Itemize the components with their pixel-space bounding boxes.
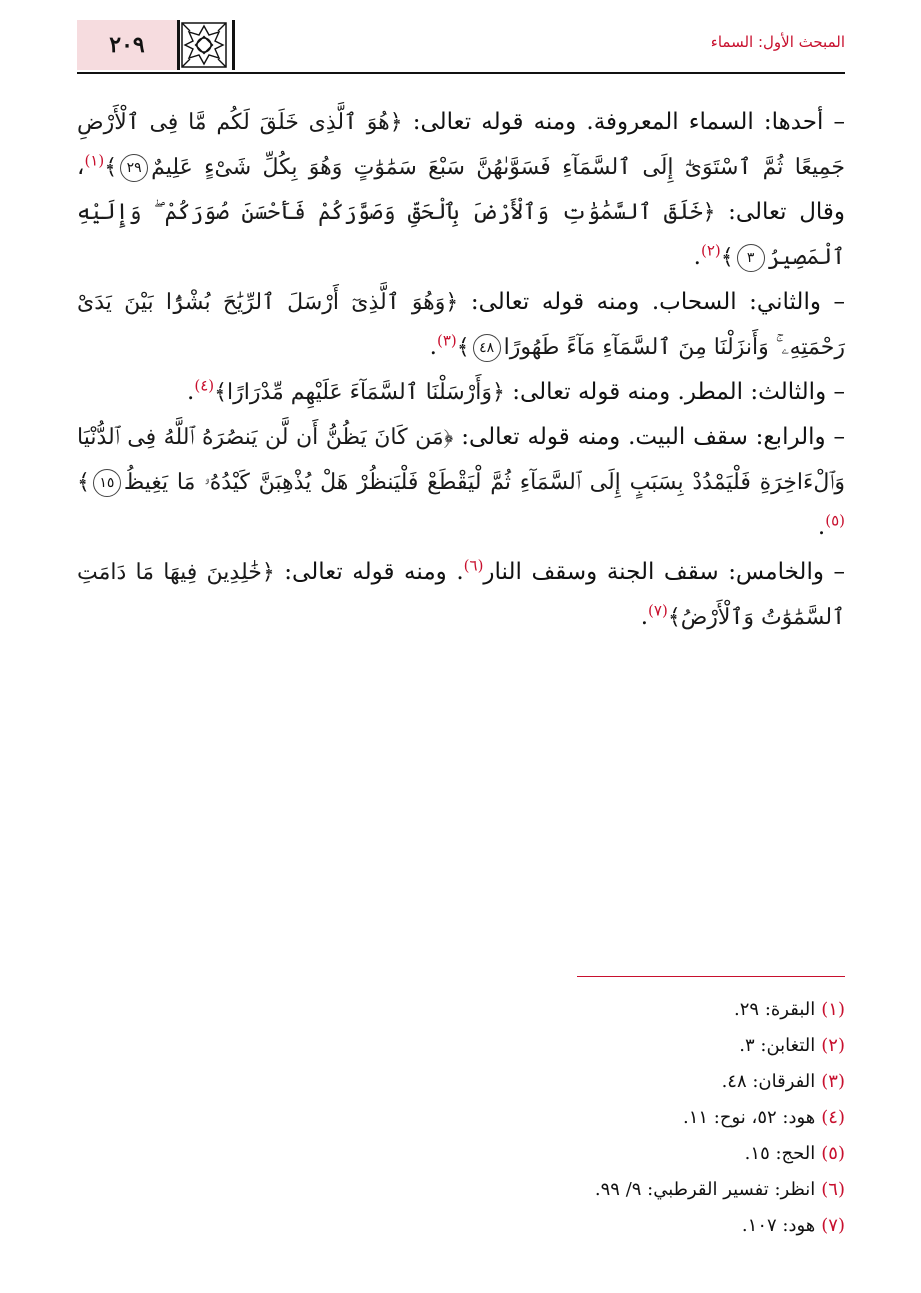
quran-verse: خَٰلِدِينَ فِيهَا مَا دَامَتِ ٱلسَّمَٰوَٰتُ وَٱلْأَرْضُ xyxy=(77,560,845,630)
footnote-text: هود: ٥٢، نوح: ١١. xyxy=(683,1107,816,1128)
quran-verse: وَأَرْسَلْنَا ٱلسَّمَآءَ عَلَيْهِم مِّدْرَارًا xyxy=(227,380,493,405)
body-text: ، وقال تعالى: xyxy=(77,154,846,225)
body-text: . xyxy=(693,244,701,270)
paragraph xyxy=(77,100,845,280)
page-number: ٢٠٩ xyxy=(109,32,145,58)
footnote-number: (٥) xyxy=(821,1143,845,1164)
paragraph xyxy=(77,370,845,415)
body-text: . xyxy=(429,334,437,360)
footnote-text: الفرقان: ٤٨. xyxy=(721,1071,816,1092)
ayah-number-icon: ٢٩ xyxy=(120,154,148,182)
quran-bracket: ﴿ xyxy=(389,110,403,135)
footnote xyxy=(77,1208,845,1244)
page-header xyxy=(77,20,845,72)
footnote-ref: (٢) xyxy=(700,241,721,260)
quran-verse: وَهُوَ ٱلَّذِىٓ أَرْسَلَ ٱلرِّيَٰحَ بُشْرًۢا بَيْنَ يَدَىْ رَحْمَتِهِۦ ۚ وَأَنزَلْنَا مِنَ ٱلسَّمَآءِ مَآءً طَهُورًا xyxy=(77,290,845,360)
header-divider xyxy=(177,20,180,70)
quran-bracket: ﴿ xyxy=(492,380,505,405)
footnote-ref: (٧) xyxy=(648,601,668,620)
footnote-ref: (٥) xyxy=(825,511,845,530)
footnotes xyxy=(77,992,845,1244)
body-text: . xyxy=(640,604,649,630)
footnote-text: التغابن: ٣. xyxy=(739,1035,816,1056)
footnote-ref: (١) xyxy=(84,151,105,170)
paragraph xyxy=(77,550,845,640)
footnote-number: (٧) xyxy=(821,1215,845,1236)
footnote xyxy=(77,992,845,1028)
quran-verse: خَلَقَ ٱلسَّمَٰوَٰتِ وَٱلْأَرْضَ بِٱلْحَقِّ وَصَوَّرَكُمْ فَأَحْسَنَ صُوَرَكُمْ ۖ وَإِلَيْهِ ٱلْمَصِيرُ xyxy=(77,200,845,270)
footnote-ref: (٣) xyxy=(436,331,457,350)
footnote-separator xyxy=(577,976,845,977)
quran-bracket: ﴾ xyxy=(667,605,681,630)
footnote-number: (٤) xyxy=(821,1107,845,1128)
quran-bracket: ﴿ xyxy=(702,200,716,225)
quran-verse: مَن كَانَ يَظُنُّ أَن لَّن يَنصُرَهُ ٱللَّهُ فِى ٱلدُّنْيَا وَٱلْءَاخِرَةِ فَلْيَمْدُدْ بِسَبَبٍ إِلَى ٱلسَّمَآءِ ثُمَّ لْيَقْطَعْ فَلْيَنظُرْ هَلْ يُذْهِبَنَّ كَيْدُهُۥ مَا يَغِيظُ xyxy=(77,425,845,495)
body-text: – والخامس: سقف الجنة وسقف النار xyxy=(483,559,846,585)
quran-bracket: ﴾ xyxy=(456,335,470,360)
footnote-ref: (٤) xyxy=(194,376,215,395)
main-text xyxy=(77,100,845,640)
quran-bracket: ﴾ xyxy=(720,245,734,270)
header-divider xyxy=(232,20,235,70)
running-title: المبحث الأول: السماء xyxy=(710,33,845,51)
quran-bracket: ﴾ xyxy=(104,155,118,180)
footnote xyxy=(77,1028,845,1064)
body-text: . xyxy=(187,379,195,405)
footnote xyxy=(77,1172,845,1208)
ayah-number-icon: ٤٨ xyxy=(473,334,501,362)
footnote-text: الحج: ١٥. xyxy=(744,1143,816,1164)
footnote-text: انظر: تفسير القرطبي: ٩/ ٩٩. xyxy=(594,1179,816,1200)
quran-bracket: ﴿ xyxy=(445,290,459,315)
footnote xyxy=(77,1064,845,1100)
body-text: . ومنه قوله تعالى: xyxy=(274,559,464,585)
body-text: – والثاني: السحاب. ومنه قوله تعالى: xyxy=(458,289,845,315)
quran-bracket: ﴾ xyxy=(77,470,90,495)
quran-bracket: ﴿ xyxy=(261,560,275,585)
ayah-number-icon: ٣ xyxy=(737,244,765,272)
footnote-text: البقرة: ٢٩. xyxy=(734,999,816,1020)
quran-verse: هُوَ ٱلَّذِى خَلَقَ لَكُم مَّا فِى ٱلْأَرْضِ جَمِيعًا ثُمَّ ٱسْتَوَىٰٓ إِلَى ٱلسَّمَآءِ فَسَوَّىٰهُنَّ سَبْعَ سَمَٰوَٰتٍ وَهُوَ بِكُلِّ شَىْءٍ عَلِيمٌ xyxy=(77,110,845,180)
quran-bracket: ﴿ xyxy=(443,425,454,450)
body-text: . xyxy=(817,514,826,540)
footnote-number: (٣) xyxy=(821,1071,845,1092)
quran-bracket: ﴾ xyxy=(214,380,227,405)
ayah-number-icon: ١٥ xyxy=(93,469,121,497)
footnote xyxy=(77,1100,845,1136)
footnote-number: (١) xyxy=(821,999,845,1020)
footnote-number: (٢) xyxy=(821,1035,845,1056)
paragraph xyxy=(77,415,845,550)
footnote-text: هود: ١٠٧. xyxy=(741,1215,816,1236)
footnote-number: (٦) xyxy=(821,1179,845,1200)
footnote-ref: (٦) xyxy=(463,556,484,575)
body-text: – والرابع: سقف البيت. ومنه قوله تعالى: xyxy=(453,424,845,450)
paragraph xyxy=(77,280,845,370)
header-rule xyxy=(77,72,845,74)
body-text: – أحدها: السماء المعروفة. ومنه قوله تعالى: xyxy=(402,109,846,135)
footnote xyxy=(77,1136,845,1172)
body-text: – والثالث: المطر. ومنه قوله تعالى: xyxy=(504,379,845,405)
ornament-icon xyxy=(181,22,227,68)
